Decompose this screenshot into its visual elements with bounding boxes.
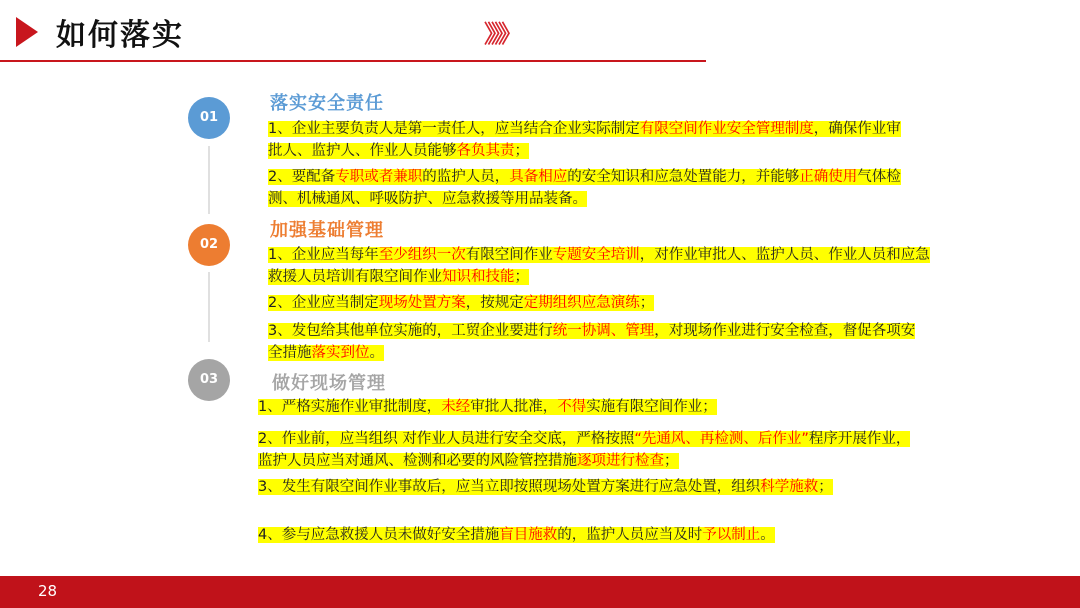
section-1-paragraph-2 [268,166,908,210]
body-text: 1、严格实施作业审批制度， [258,399,442,415]
emphasis-text: 科学施救 [760,479,819,495]
body-text: 1、企业主要负责人是第一责任人，应当结合企业实际制定 [268,121,640,137]
emphasis-text: 不得 [557,399,587,415]
highlighted-text [268,169,901,207]
body-text: 3、发生有限空间作业事故后，应当立即按照现场处置方案进行应急处置，组织 [258,479,761,495]
section-badge-03: 03 [188,359,230,401]
emphasis-text: 正确使用 [799,169,858,185]
body-text: 。 [369,345,384,361]
section-title-1: 落实安全责任 [270,93,384,114]
highlighted-text [258,527,775,543]
section-3-paragraph-2 [258,428,918,472]
body-text: 2、企业应当制定 [268,295,379,311]
body-text: ； [639,295,655,311]
emphasis-text: 各负其责 [456,143,515,159]
emphasis-text: 盲目施救 [499,527,558,543]
body-text: 审批人批准， [470,399,558,415]
footer-bar [0,576,1080,608]
section-3-paragraph-4 [258,524,918,546]
highlighted-text [258,431,910,469]
body-text: 实施有限空间作业； [586,399,717,415]
body-text: ，对作业审批人、监护人员、作业人员和应急救援人员培训有限空间作业 [268,247,930,285]
section-title-3: 做好现场管理 [272,373,386,394]
timeline-connector [208,146,210,214]
body-text: 2、作业前，应当组织 对作业人员进行安全交底，严格按照 [258,431,635,447]
page-number: 28 [38,582,58,600]
emphasis-text: 予以制止 [702,527,761,543]
body-text: ，对现场作业进行安全检查，督促各项安全措施 [268,323,916,361]
body-text: 2、要配备 [268,169,336,185]
body-text: 1、企业应当每年 [268,247,379,263]
section-badge-01: 01 [188,97,230,139]
emphasis-text: “先通风、再检测、后作业” [634,431,809,447]
timeline-connector [208,272,210,342]
section-badge-02: 02 [188,224,230,266]
emphasis-text: 定期组织应急演练 [523,295,640,311]
emphasis-text: 专题安全培训 [552,247,640,263]
title-arrow-icon [16,17,38,47]
body-text: 的安全知识和应急处置能力，并能够 [567,169,800,185]
body-text: 气体检测、机械通风、呼吸防护、应急救援等用品装备。 [268,169,901,207]
body-text: 有限空间作业 [465,247,553,263]
body-text: ； [664,453,679,469]
body-text: ，确保作业审批人、监护人、作业人员能够 [268,121,901,159]
emphasis-text: 具备相应 [509,169,568,185]
body-text: ； [818,479,833,495]
body-text: 的监护人员， [422,169,510,185]
emphasis-text: 知识和技能 [442,269,515,285]
body-text: ； [514,269,529,285]
emphasis-text: 逐项进行检查 [577,453,664,469]
emphasis-text: 至少组织一次 [378,247,466,263]
highlighted-text [268,295,654,311]
page-title: 如何落实 [56,18,184,53]
emphasis-text: 落实到位 [311,345,370,361]
body-text: ； [514,143,529,159]
section-1-paragraph-1 [268,118,908,162]
highlighted-text [268,323,915,361]
highlighted-text [258,399,717,415]
body-text: 。 [760,527,775,543]
emphasis-text: 现场处置方案 [378,295,466,311]
body-text: 4、参与应急救援人员未做好安全措施 [258,527,500,543]
body-text: 程序开展作业，监护人员应当对通风、检测和必要的风险管控措施 [258,431,911,469]
highlighted-text [258,479,833,495]
section-2-paragraph-1 [268,244,936,288]
body-text: 的，监护人员应当及时 [557,527,703,543]
emphasis-text: 有限空间作业安全管理制度 [639,121,814,137]
body-text: ，按规定 [465,295,524,311]
emphasis-text: 未经 [441,399,471,415]
chevrons-icon: 》》》 [484,20,517,48]
emphasis-text: 统一协调、管理 [552,323,655,339]
section-3-paragraph-3 [258,476,908,498]
title-divider [0,60,706,62]
section-3-paragraph-1 [258,396,918,418]
highlighted-text [268,247,930,285]
emphasis-text: 专职或者兼职 [335,169,423,185]
body-text: 3、发包给其他单位实施的，工贸企业要进行 [268,323,553,339]
section-2-paragraph-3 [268,320,928,364]
section-title-2: 加强基础管理 [270,220,384,241]
section-2-paragraph-2 [268,292,936,314]
highlighted-text [268,121,901,159]
